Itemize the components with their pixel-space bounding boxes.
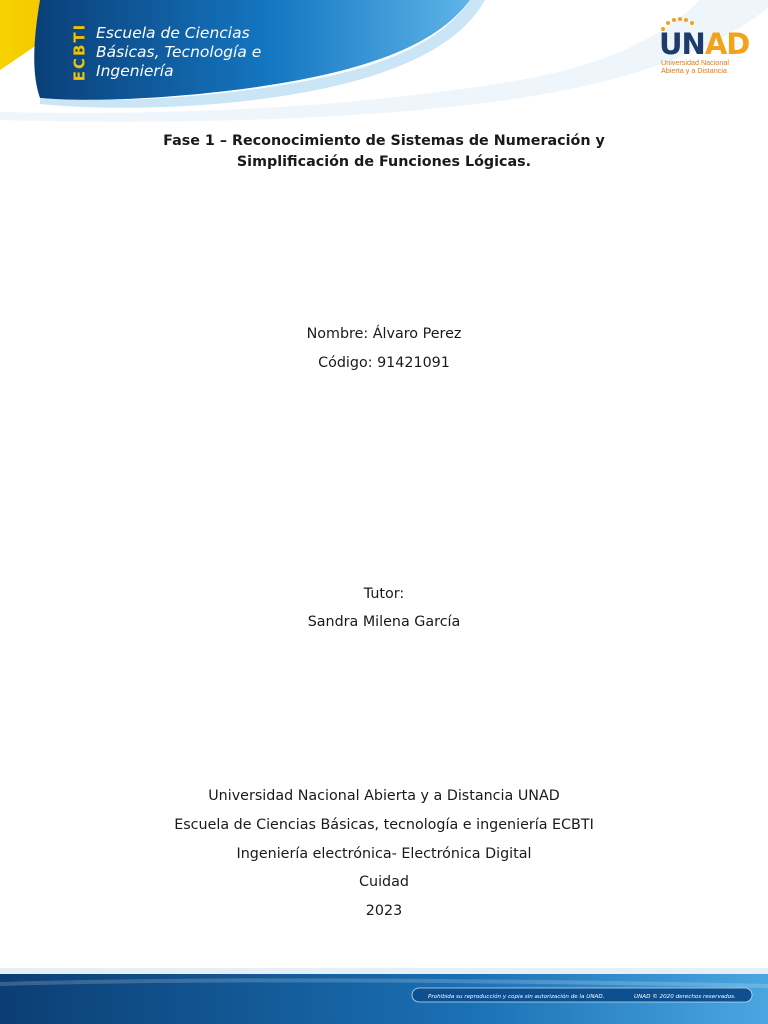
school-name-line: Ingeniería [96, 62, 174, 80]
school-full-name: Escuela de Ciencias Básicas, tecnología e ingeniería ECBTI [174, 817, 594, 833]
school-name [96, 24, 356, 81]
school-name-line: Básicas, Tecnología e [96, 43, 262, 61]
header-banner [0, 0, 768, 130]
school-name-line: Escuela de Ciencias [96, 24, 250, 42]
year: 2023 [365, 903, 403, 919]
institution-name: Universidad Nacional Abierta y a Distancia UNAD [208, 788, 560, 804]
title-line: Fase 1 – Reconocimiento de Sistemas de Numeración y [163, 133, 605, 149]
ecbti-vertical-label: ECBTI [70, 22, 89, 82]
footer-banner [0, 968, 768, 1024]
tutor-name: Sandra Milena García [307, 614, 461, 630]
program-course: Ingeniería electrónica- Electrónica Digital [236, 846, 532, 862]
unad-logo [655, 16, 750, 86]
title-line: Simplificación de Funciones Lógicas. [236, 154, 532, 170]
logo-subtitle-line2: Abierta y a Distancia [661, 66, 727, 75]
logo-subtitle-line1: Universidad Nacional [661, 58, 729, 67]
student-code: Código: 91421091 [318, 355, 450, 371]
document-title [0, 131, 768, 173]
logo-wordmark: UNAD [659, 27, 750, 61]
tutor-label: Tutor: [363, 586, 405, 602]
student-name: Nombre: Álvaro Perez [306, 326, 462, 342]
city: Cuidad [359, 874, 409, 890]
footer-notice: Prohibida su reproducción y copia sin autorización de la UNAD. [428, 994, 605, 1000]
footer-copyright: UNAD © 2020 derechos reservados. [634, 994, 736, 1000]
